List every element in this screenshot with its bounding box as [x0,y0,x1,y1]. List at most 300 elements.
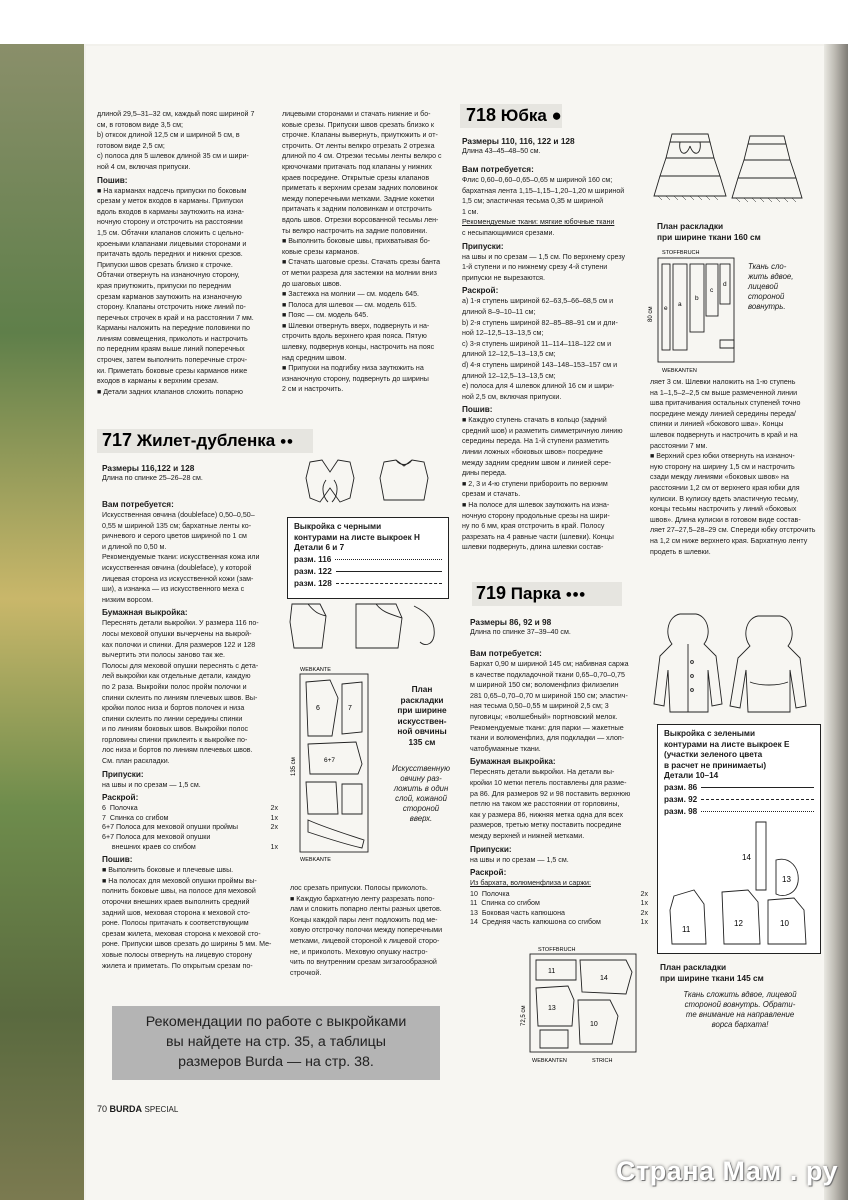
m718-note-line: стороной [748,292,785,301]
m719-pattern-pieces [664,820,814,946]
m717-layout-title-line: раскладки [400,694,444,705]
m719-box-piece-13: 13 [782,874,791,884]
col1-sew-line: ■ Детали задних клапанов сложить попарно [97,387,243,396]
m718-piece-c: c [710,287,714,294]
m717-paper-line: ках полочки и спинки. Для размеров 122 и 128 [102,640,256,649]
m718-cut-line: e) полоса для 4 шлевок длиной 16 см и шири- [462,382,615,391]
m718-layout-diagram [642,244,742,374]
m718-fabric-rec: Рекомендуемые ткани: мягкие юбочные ткани [462,218,615,227]
m717-note-line: ложить в один [393,784,449,793]
m719-diagram-bottom-label: WEBKANTEN [532,1058,567,1064]
m718-need-line: Флис 0,60–0,60–0,65–0,65 м шириной 160 см; [462,176,613,184]
m718-need-line: 1 см. [462,207,479,216]
footer-brand: BURDA [109,1104,143,1114]
m718-materials [462,162,638,554]
m719-sizes: Размеры 86, 92 и 98 [470,617,552,627]
m717-note-line: Искусственную [392,764,450,773]
m719-instructions [470,646,648,928]
m719-cut-row: 13 Боковая часть капюшона 2x [470,908,648,917]
m718-sew-line: ■ 2, 3 и 4-ю ступени прибороить по верхним [462,479,608,488]
col2-line: притачать к задним половинкам и отстрочить [282,205,432,214]
m718-cont-line: на 1–1,5–2–2,5 см выше размеченной линии [650,388,798,397]
m718-cont-line: ■ Верхний срез юбки отвернуть на изнаноч- [650,452,795,461]
m717-cont-line: лос срезать припуски. Полосы приколоть. [290,884,428,892]
m717-piece-6: 6 [316,705,320,712]
col2-line: до шаговых швов. [282,279,342,288]
col2-line: ковые срезы. Припуски швов срезать близко к [282,120,434,129]
m717-fabric-rec-line: Рекомендуемые ткани: искусственная кожа или [102,553,260,562]
m718-sew-line: линии ложных «боковых швов» посредине [462,448,603,457]
m719-size-98: разм. 98 [664,806,814,818]
col1-sew-line: линиям совмещения, приколоть и настрочить [97,334,248,343]
m717-length: Длина по спинке 25–26–28 см. [102,474,203,482]
m718-cut-heading: Раскрой: [462,286,499,296]
m719-note-line: ворса бархата! [711,1020,769,1029]
col2-line: ■ Припуски на подгибку низа заутюжить на [282,364,424,373]
m719-paper-heading: Бумажная выкройка: [470,757,556,767]
col2-line: ■ Застежка на молнии — см. модель 645. [282,290,419,299]
m719-box-line2: контурами на листе выкроек Е [664,739,790,749]
m719-box-line3: (участки зеленого цвета [664,750,763,759]
m717-layout-title-line: ной овчины [397,726,447,736]
m717-paper-line: горловины спинки приклеить к выкройке по- [102,735,248,744]
m717-note-line: овчину раз- [400,774,442,783]
m718-sew-line: ■ Каждую ступень стачать в кольцо (задний [462,416,607,425]
m717-number: 717 [102,430,133,450]
m717-paper-line: Полосы для меховой опушки переснять с дета- [102,661,259,670]
m718-length: Длина 43–45–48–50 см. [462,147,541,155]
col2-line: ■ Шлевки отвернуть вверх, подвернуть и на- [282,321,430,330]
m717-piece-7: 7 [348,705,352,712]
m719-paper-line: Переснять детали выкройки. На детали вы- [470,768,615,777]
m719-diagram-bottom2-label: STRICH [592,1058,613,1064]
m717-cut-row: 6 Полочка 2x [102,804,278,813]
m718-cont-line: сзади между линиями «боковых швов» на [650,473,789,482]
m718-cut-line: длиной 8–9–10–11 см; [462,307,536,316]
m717-pattern-box [287,517,449,599]
col2-line: строчке. Клапаны вывернуть, приутюжить и от- [282,131,438,140]
col1-sew-line: кроеными клапанами лицевыми сторонами и [97,239,247,248]
m717-note-line: слой, кожаной [395,794,447,803]
m718-sew-line: шлевки подвернуть, длина шлевки состав- [462,543,604,552]
col1-sew-line: срезам у меток входов в карманы. Припуски [97,197,244,206]
m718-sew-line: ночную сторону продольные срезы на шири- [462,511,610,520]
m718-layout-note [748,262,818,312]
m719-cut-heading: Раскрой: [470,868,507,878]
col2-continuation [282,110,456,396]
m718-sew-line: между задним средним швом и линией сере- [462,458,612,467]
recommendation-box [112,1006,440,1080]
m718-cut-line: b) 2-я ступень шириной 82–85–88–91 см и дли- [462,318,618,327]
m718-allow-line: 1-й ступени и по нижнему срезу 4-й ступени [462,263,608,272]
m718-layout-title: План раскладки [657,221,724,231]
m719-paper-line: размеров, третью метку поставить посредине [470,821,622,830]
m718-skirt-illustration [650,128,820,208]
m718-piece-e: e [664,305,668,312]
m717-paper-line: лей выкройки как отдельные детали, каждую [102,672,251,681]
m719-note-line: Ткань сложить вдвое, лицевой [683,990,797,999]
m718-cont-line: на 1,2 см ниже верхнего края. Бархатную ленту [650,536,808,545]
col1-sew-line: вдоль входов в карманы заутюжить на изна- [97,207,245,216]
rec-line1: Рекомендации по работе с выкройками [145,1014,407,1030]
m718-cut-line: длиной 12–12,5–13–13,5 см; [462,350,556,359]
m717-instructions [102,497,278,972]
col2-line: от метки разреза для застежки на молнии вниз [282,268,437,277]
m718-sew-heading: Пошив: [462,405,493,415]
m717-fabric-rec-line: низким ворсом. [102,595,154,604]
m719-layout-title2: при ширине ткани 145 см [660,972,764,983]
page-number: 70 [97,1104,108,1114]
m719-box-line4: в расчет не принимаеты) [664,760,767,770]
m717-layout-caption [382,684,462,747]
m717-sew-heading: Пошив: [102,855,133,865]
col2-line: ■ Полоса для шлевок — см. модель 615. [282,300,417,309]
m719-cut-row: 11 Спинка со сгибом 1x [470,899,648,908]
m719-length: Длина по спинке 37–39–40 см. [470,628,571,636]
col1-sew-line: края приутюжить, припуски по передним [97,281,232,290]
m717-cont-line: ■ Каждую бархатную ленту разрезать попо- [290,894,435,903]
m717-note-line: вверх. [409,814,433,823]
m717-sew-line: ховые полосы отвернуть на лицевую сторону [102,950,252,959]
col1-sew-line: перечных строчек в край и на расстоянии 7 мм. [97,313,254,322]
m718-need-line: бархатная лента 1,15–1,15–1,20–1,20 м шириной [462,186,625,195]
m719-size-92: разм. 92 [664,794,814,806]
m719-layout-note [654,990,826,1030]
m719-box-line5: Детали 10–14 [664,771,719,780]
col1-continuation [97,110,277,398]
m718-cut-line: c) 3-я ступень шириной 11–114–118–122 см и [462,339,612,348]
m719-piece-14: 14 [600,975,608,982]
m717-sew-line: задний шов, меховая сторона к меховой сто- [102,908,251,917]
col1-sew-line: входов в карманы к верхним срезам. [97,377,219,386]
m719-box-piece-12: 12 [734,918,743,928]
m719-fabric-rec-line: чатобумажные ткани. [470,744,541,753]
m719-parka-illustration [650,608,822,720]
m718-diagram-side-label: 80 см [648,306,654,322]
m719-paper-line: петлю на таком же расстоянии от горловины, [470,800,620,809]
m718-number: 718 [466,105,497,125]
m718-piece-d: d [723,281,727,288]
m717-box-line2: контурами на листе выкроек Н [294,532,420,542]
m717-need-line: 0,55 м шириной 135 см; бархатные ленты ко- [102,521,252,530]
m717-cut-row: 7 Спинка со сгибом 1x [102,813,278,822]
m717-layout-title-line: План [411,684,433,694]
m718-cont-line: посредине между линией середины переда/ [650,409,796,418]
m717-continuation [290,884,458,979]
m717-need-line: Искусственная овчина (doubleface) 0,50–0,50– [102,511,255,519]
col1-sew-line: по передним краям выше линий поперечных [97,345,245,354]
m719-diagram-top-label: STOFFBRUCH [538,947,576,953]
m719-difficulty: ●●● [565,588,586,601]
m719-need-line: в качестве подкладочной ткани 0,65–0,70–0,75 [470,670,625,679]
m718-sew-line: дины переда. [462,469,507,478]
col1-sew-line: Обтачки отвернуть на изнаночную сторону, [97,271,240,280]
m719-need-line: ная тесьма 0,50–0,55 м шириной 2,5 см; 3 [470,702,609,711]
col1-sew-line: ки. Приметать боковые срезы карманов ниже [97,366,248,375]
footer-brand-suffix: SPECIAL [144,1105,179,1114]
col1-sew-heading: Пошив: [97,175,128,185]
m717-size-122: разм. 122 [294,566,442,578]
m718-cont-line: расстоянии 1,2 см от верхнего края юбки для [650,483,800,492]
m717-sew-line: жилета и приметать. По открытым срезам по- [102,961,253,970]
col1-sew-line: срезам карманов заутюжить на изнаночную [97,292,242,301]
m719-layout-caption [660,962,820,983]
m719-allow-heading: Припуски: [470,844,512,854]
m717-sew-line: срезам жилета, меховая сторона к меховой сто- [102,929,261,938]
m719-need-line: Бархат 0,90 м шириной 145 см; набивная саржа [470,660,629,668]
col1-sew-line: Припуски швов срезать близко к строчке. [97,260,233,269]
col1-sew-line: строчек, затем выполнить поперечные строч- [97,356,248,365]
m717-sew-line: оторочки внешних краев выполнить средний [102,898,250,906]
m717-cut-row: 6+7 Полоса для меховой опушки [102,833,211,842]
m718-cont-line: расстоянии 7 мм. [650,441,708,450]
m717-note-line: стороной [402,804,440,813]
m719-size-86: разм. 86 [664,782,814,794]
m718-cut-line: ной 12–12,5–13–13,5 см; [462,329,544,338]
col1-sew-line: ■ На карманах надсечь припуски по боковым [97,186,247,195]
m717-paper-line: См. план раскладки. [102,757,170,766]
m717-layout-note [380,764,462,824]
m719-fabric-rec-line: ткани и волюменфлиз, для подкладки — хлоп- [470,734,625,743]
col2-line: краев посредине. Открытые срезы клапанов [282,173,430,182]
m717-paper-line: и по линиям боковых швов. Выкройки полос [102,725,249,734]
m718-note-line: лицевой [748,282,779,291]
m717-need-line: ричневого и серого цветов шириной по 1 см [102,532,247,541]
m717-sizes: Размеры 116,122 и 128 [102,463,195,473]
m717-cont-line: Концы каждой пары лент подложить под ме- [290,915,438,924]
m719-cut-row: 14 Средняя часть капюшона со сгибом 1x [470,918,648,927]
m717-fabric-rec-line: лицевая сторона из искусственной кожи (зам- [102,574,254,583]
m717-size-128: разм. 128 [294,578,442,590]
m717-allow-heading: Припуски: [102,769,144,779]
m718-cut-line: ной 2,5 см, включая припуски. [462,392,562,401]
m717-allow-line: на швы и по срезам — 1,5 см. [102,780,201,789]
col1-sew-line: 1,5 см. Обтачки клапанов сложить с цельно- [97,228,244,237]
m719-box-line1: Выкройка с зелеными [664,729,755,738]
m717-diagram-bottom-label: WEBKANTE [300,857,331,863]
m719-box-piece-11: 11 [682,924,691,934]
m717-sew-line: роне. Припуски швов срезать до ширины 5 мм. Ме- [102,940,272,949]
m717-cont-line: ховую отстрочку полочки между поперечными [290,926,443,935]
m718-allow-line: на швы и по срезам — 1,5 см. По верхнему срезу [462,252,626,261]
col2-line: ■ Стачать шаговые срезы. Стачать срезы банта [282,258,441,267]
m719-layout-diagram [516,944,646,1066]
m718-note-line: Ткань сло- [748,262,787,271]
m718-cont-line: спинки и линией «бокового шва». Концы [650,420,784,429]
m717-paper-line: по 2 раза. Выкройки полос пройм полочки и [102,682,247,691]
m718-sew-line: средний шов) и разметить симметричную линию [462,426,623,435]
m718-fabric-rec2: с несыпающимися срезами. [462,228,555,237]
page-footer [97,1104,178,1114]
m717-paper-line: Переснять детали выкройки. У размера 116 по- [102,619,259,628]
col2-line: крючочками притачать под клапаны у нижних [282,162,432,171]
col2-line: вдоль швов. Отрезки ворсованной тесьмы лен- [282,215,439,224]
m718-need-heading: Вам потребуется: [462,165,534,174]
m718-title: 718 Юбка ● [466,105,562,125]
m719-need-heading: Вам потребуется: [470,649,542,658]
m717-cut-row: внешних краев со сгибом 1x [102,842,278,851]
left-page-photo-edge [0,44,84,1200]
m718-allow-heading: Припуски: [462,241,504,251]
m717-cont-line: чить по внутренним срезам зигзагообразной [290,958,437,967]
scan-top-margin [0,0,848,44]
m718-cont-line: ляет 27–27,5–28–29 см. Спереди юбку отстрочить [650,526,816,535]
m717-need-line: и длиной по 0,50 м. [102,542,167,551]
col2-line: ковые срезы карманов. [282,247,360,256]
m717-name: Жилет-дубленка [136,431,276,450]
col1-sew-line: притачать вдоль передних и нижних срезов. [97,250,243,259]
m719-piece-11: 11 [548,968,556,975]
m719-need-line: пуговицы; «волшебный» портновский мелок. [470,712,618,721]
m718-layout-caption [657,221,817,242]
col2-line: приметать к верхним срезам задних половинок [282,184,438,193]
m718-cont-line: шлевок подвернуть и настрочить в край и на [650,430,798,439]
col1-line: ной 4 см, включая припуски. [97,162,191,171]
m717-sew-line: ■ Выполнить боковые и плечевые швы. [102,866,234,875]
m717-pattern-pieces [286,602,448,652]
m719-paper-line: ра 86. Для размеров 92 и 98 поставить верхнюю [470,789,631,798]
m718-sew-line: ну по 6 мм, края отстрочить в край. Полосу [462,522,605,531]
m718-cut-line: a) 1-я ступень шириной 62–63,5–66–68,5 см и [462,297,614,306]
m717-box-line1: Выкройка с черными [294,522,382,531]
m717-cont-line: строчкой. [290,968,322,977]
m717-fabric-rec-line: искусственная овчина (doubleface), у которой [102,563,252,572]
m719-paper-line: как у размера 86, нижняя метка одна для всех [470,810,624,819]
m718-allow-line: припуски не вырезаются. [462,273,545,282]
m717-paper-line: вычертить эти полосы заново так же. [102,651,225,660]
col2-line: ■ Выполнить боковые швы, прихватывая бо- [282,237,431,246]
m719-paper-line: кройки 10 метки петель поставлены для разме- [470,778,627,787]
m717-layout-diagram [286,664,376,864]
m717-diagram-side-label: 135 см [291,757,297,776]
col2-line: между поперечными метками. Задние кокетки [282,194,435,203]
m718-cut-line: длиной 12–12,5–13–13,5 см; [462,371,556,380]
m717-cont-line: метками, лицевой стороной к лицевой сторо- [290,936,440,945]
m718-cont-line: продеть в шлевки. [650,547,711,556]
col1-line: см, в готовом виде 3,5 см; [97,120,183,129]
m719-box-piece-14: 14 [742,852,751,862]
m718-note-line: жить вдвое, [748,272,794,281]
col2-line: над средним швом. [282,353,347,362]
m719-pattern-box [657,724,821,954]
m717-paper-line: спинки склеить по линии середины спинки [102,714,243,723]
m717-cont-line: не, и приколоть. Меховую опушку настро- [290,947,428,956]
m719-piece-13: 13 [548,1005,556,1012]
col1-line: c) полоса для 5 шлевок длиной 35 см и шири- [97,152,249,161]
m718-sizes: Размеры 110, 116, 122 и 128 [462,136,575,146]
col1-line: готовом виде 2,5 см; [97,141,165,150]
m718-note-line: вовнутрь. [748,302,786,311]
m718-piece-a: a [678,301,682,308]
rec-line3: размеров Burda — на стр. 38. [178,1054,374,1070]
m718-name: Юбка [500,106,547,125]
col2-line: ты велкро настрочить на задние половинки. [282,226,428,235]
m717-sew-line: полнить боковые швы, на полосе для меховой [102,887,256,896]
m719-note-line: те внимание на направление [685,1010,795,1019]
rec-line2: вы найдете на стр. 35, а таблицы [166,1034,386,1050]
m719-layout-title: План раскладки [660,962,727,972]
m718-sew-line: разрезать на 4 равные части (шлевки). Концы [462,532,614,541]
m719-paper-line: между верхней и нижней метками. [470,831,585,840]
m719-number: 719 [476,583,507,603]
col2-line: длиной по 4 см. Отрезки тесьмы ленты велкро с [282,152,442,161]
m718-layout-title2: при ширине ткани 160 см [657,231,761,242]
m719-need-line: м шириной 150 см; воломенфлиз филизелин [470,681,619,690]
m719-note-line: стороной вовнутрь. Обрати- [684,1000,796,1009]
m717-diagram-top-label: WEBKANTE [300,667,331,673]
col2-line: ■ Пояс — см. модель 645. [282,311,369,320]
page-gutter-shadow [824,44,848,1200]
m717-layout-title-line: при ширине [397,705,447,715]
col1-sew-line: ночную сторону и отстрочить на расстоянии [97,218,243,227]
m718-piece-b: b [695,295,699,302]
m718-need-line: 1,5 см; эластичная тесьма 0,35 м шириной [462,197,604,206]
m718-cont-line: ную сторону на ширину 1,5 см и настрочить [650,462,795,471]
m717-need-heading: Вам потребуется: [102,500,174,509]
m717-fabric-rec-line: ши), а изнанка — из искусственного меха с [102,585,245,594]
m717-paper-line: лосы меховой опушки вычерчены на выкрой- [102,629,252,638]
m717-sew-line: ■ На полосах для меховой опушки проймы вы- [102,876,257,885]
m718-diagram-bottom-label: WEBKANTEN [662,368,697,374]
m719-fabric-rec-line: Рекомендуемые ткани: для парки — жакетные [470,723,624,732]
col2-line: изнаночную сторону, подвернуть до ширины [282,374,429,383]
m717-paper-line: спинки склеить по линиям плечевых швов. Вы- [102,693,258,702]
m717-cont-line: лам и сложить попарно ленты разных цветов. [290,905,442,914]
col1-sew-line: сторону. Клапаны отстрочить ниже линий по- [97,303,246,312]
m718-sew-line: срезам и стачать. [462,490,521,499]
m717-paper-line: лос низа и бортов по линиям плечевых швов. [102,746,253,755]
col1-sew-line: Карманы наложить на передние половинки по [97,324,250,333]
m718-cont-line: швов». Длина кулиски в готовом виде состав- [650,515,801,524]
m717-piece-6plus7: 6+7 [324,757,336,764]
col2-line: шлевку, подвернув концы, настрочить на пояс [282,343,435,352]
m717-title [102,429,293,453]
m717-paper-line: кройки полос низа и бортов полочек и низа [102,704,245,713]
m719-name: Парка [510,584,561,603]
m719-piece-10: 10 [590,1021,598,1028]
m717-vest-illustration [300,458,450,518]
m717-difficulty: ●● [279,435,294,448]
m717-layout-title-line: 135 см [408,736,436,747]
m717-size-116: разм. 116 [294,554,442,566]
col2-line: 2 см и настрочить. [282,385,344,394]
col2-line: лицевыми сторонами и стачать нижние и бо- [282,110,431,118]
site-watermark: Страна Мам . ру [615,1156,838,1186]
m719-box-piece-10: 10 [780,918,789,928]
m719-need-line: 281 0,65–0,70–0,70 м шириной 150 см; эластич- [470,691,628,700]
m717-layout-title-line: искусствен- [397,715,447,726]
m719-cut-sub: Из бархата, волюменфлиза и саржи: [470,879,591,888]
col1-line: b) отксок длиной 12,5 см и шириной 5 см, в [97,131,240,140]
m719-diagram-side-label: 72,5 см [521,1005,527,1026]
m717-cut-heading: Раскрой: [102,793,139,803]
m718-sew-line: середины переда. На 1-й ступени разметить [462,437,610,446]
col2-line: строчить вдоль верхнего края пояса. Пятую [282,332,427,341]
m717-paper-heading: Бумажная выкройка: [102,608,188,618]
m718-sew-line: ■ На полосе для шлевок заутюжить на изна- [462,501,610,510]
m718-cont-line: ляет 3 см. Шлевки наложить на 1-ю ступень [650,378,796,386]
m719-title [476,582,585,606]
m718-diagram-top-label: STOFFBRUCH [662,250,700,256]
m718-cont-line: концы тесьмы настрочить у линий «боковых [650,505,797,514]
m719-allow-line: на швы и по срезам — 1,5 см. [470,855,569,864]
m718-cont-line: шва притачивания остальных ступеней точно [650,399,801,408]
m718-cont-line: кулиски. В кулиску вдеть эластичную тесьму, [650,494,799,503]
m718-cut-line: d) 4-я ступень шириной 143–148–153–157 см и [462,360,618,369]
m717-sew-line: роне. Полосы притачать к соответствующим [102,919,249,928]
m717-box-line3: Детали 6 и 7 [294,543,345,552]
m719-cut-row: 10 Полочка 2x [470,889,648,898]
